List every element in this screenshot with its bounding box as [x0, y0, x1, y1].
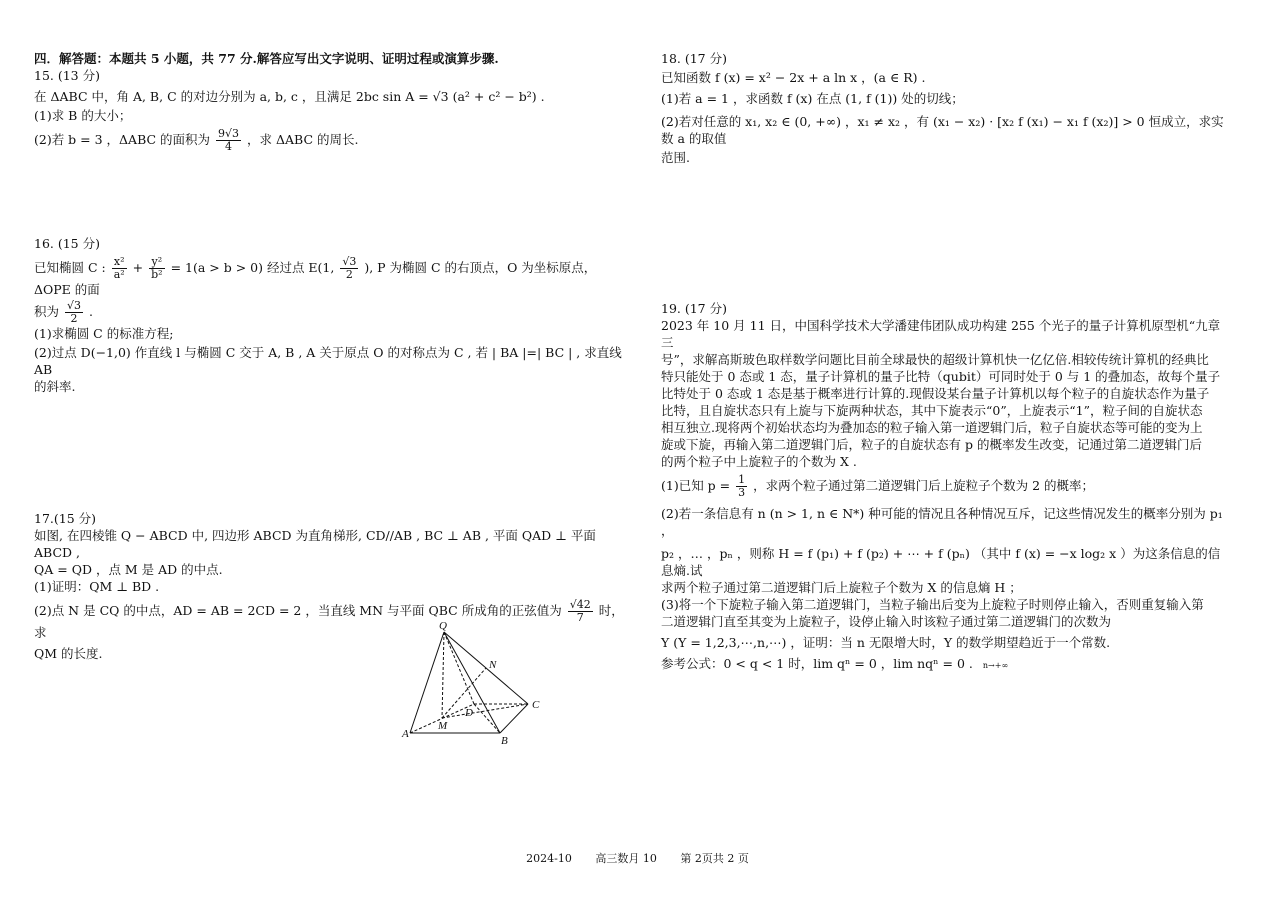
- q16-stem-c: ), P 为椭圆 C 的右顶点，O 为坐标原点，ΔOPE 的面: [34, 260, 597, 297]
- q16-stem-b: = 1(a > b > 0) 经过点 E(1,: [170, 260, 335, 275]
- q19-part2-line2: p₂ ，… ，pₙ ，则称 H = f (p₁) + f (p₂) + ⋯ + f (pₙ) （其中 f (x) = −x log₂ x ）为这条信息的信息熵.试: [661, 546, 1221, 578]
- q17-stem-b: QA = QD ，点 M 是 AD 的中点.: [34, 562, 223, 577]
- question-16: [34, 235, 624, 395]
- q16-part1: (1)求椭圆 C 的标准方程;: [34, 326, 174, 341]
- q17-sin-denominator: 7: [576, 611, 584, 624]
- q19-part3-line3: Y (Y = 1,2,3,⋯,n,⋯) ，证明：当 n 无限增大时，Y 的数学期望趋近于一个常数.: [661, 635, 1111, 650]
- q16-area-denominator: 2: [70, 312, 78, 325]
- q17-part2-text-a: (2)点 N 是 CQ 的中点，AD = AB = 2CD = 2 ，当直线 MN 与平面 QBC 所成角的正弦值为: [34, 603, 562, 618]
- q19-line-7: 的两个粒子中上旋粒子的个数为 X .: [661, 454, 857, 469]
- question-15: [34, 67, 624, 153]
- label-Q: Q: [439, 620, 447, 632]
- q17-stem-a: 如图, 在四棱锥 Q − ABCD 中, 四边形 ABCD 为直角梯形, CD//AB , BC ⊥ AB , 平面 QAD ⊥ 平面 ABCD ,: [34, 528, 596, 560]
- q19-line-0: 2023 年 10 月 11 日，中国科学技术大学潘建伟团队成功构建 255 个光子的量子计算机原型机“九章三: [661, 318, 1221, 350]
- q16-y-fraction: [149, 256, 164, 281]
- q19-part2-line3: 求两个粒子通过第二道逻辑门后上旋粒子个数为 X 的信息熵 H ；: [661, 580, 1022, 595]
- q16-x-denominator: a²: [113, 268, 125, 281]
- segment-DB: [474, 704, 500, 733]
- q16-e-fraction: [340, 256, 358, 281]
- q16-stem-line1: [34, 256, 624, 298]
- q15-area-fraction: [216, 128, 241, 153]
- q15-part2: [34, 128, 624, 153]
- q19-part3-line2: 二道逻辑门直至其变为上旋粒子，设停止输入时该粒子通过第二道逻辑门的次数为: [661, 614, 1112, 629]
- q19-p-numerator: 1: [738, 473, 746, 486]
- footer-date: 2024-10: [526, 852, 572, 865]
- q19-p-denominator: 3: [738, 486, 746, 499]
- q19-line-2: 特只能处于 0 态或 1 态，量子计算机的量子比特（qubit）可同时处于 0 与 1 的叠加态，故每个量子: [661, 369, 1221, 384]
- q16-stem-e: .: [89, 304, 93, 319]
- segment-QM: [442, 632, 444, 718]
- q19-line-5: 相互独立.现将两个初始状态均为叠加态的粒子输入第一道逻辑门后，粒子自旋状态等可能的变为上: [661, 420, 1203, 435]
- q19-reference: [661, 655, 1231, 674]
- q19-line-3: 比特处于 0 态或 1 态是基于概率进行计算的.现假设某台量子计算机以每个粒子的自旋状态作为量子: [661, 386, 1210, 401]
- label-M: M: [438, 720, 448, 732]
- q15-area-denominator: 4: [225, 140, 233, 153]
- q19-p-fraction: [736, 474, 747, 499]
- q16-x-fraction: [112, 256, 127, 281]
- q16-e-denominator: 2: [345, 268, 353, 281]
- section-title: 四．解答题：本题共 5 小题，共 77 分.解答应写出文字说明、证明过程或演算步骤.: [34, 51, 499, 66]
- page-footer: [0, 850, 1275, 866]
- question-18: [661, 50, 1231, 166]
- q17-part1: (1)证明：QM ⊥ BD .: [34, 579, 160, 594]
- pyramid-figure: [400, 618, 560, 748]
- q16-y-denominator: b²: [151, 268, 163, 281]
- q18-part2-cont: 范围.: [661, 150, 690, 165]
- q18-stem: 已知函数 f (x) = x² − 2x + a ln x ，(a ∈ R) .: [661, 70, 926, 85]
- q18-part2: (2)若对任意的 x₁, x₂ ∈ (0, +∞) ，x₁ ≠ x₂ ，有 (x₁ − x₂) · [x₂ f (x₁) − x₁ f (x₂)] > 0 恒成立，求实数 a 的取值: [661, 114, 1224, 146]
- q19-part1-text-b: ，求两个粒子通过第二道逻辑门后上旋粒子个数为 2 的概率；: [753, 478, 1095, 493]
- q19-header: 19. (17 分): [661, 301, 727, 316]
- q17-sin-fraction: [568, 599, 593, 624]
- q15-area-numerator: 9√3: [218, 127, 240, 140]
- q19-reference-limit-subscript: n→+∞: [982, 661, 1009, 670]
- label-A: A: [402, 728, 409, 740]
- label-B: B: [501, 735, 508, 747]
- q15-part1: (1)求 B 的大小；: [34, 108, 132, 123]
- q16-e-numerator: √3: [342, 255, 357, 268]
- q19-part2-line1: (2)若一条信息有 n (n > 1, n ∈ N*) 种可能的情况且各种情况互斥，记这些情况发生的概率分别为 p₁ ，: [661, 506, 1223, 538]
- edge-QD: [444, 632, 474, 704]
- q19-part1-text-a: (1)已知 p =: [661, 478, 731, 493]
- q16-y-numerator: y²: [149, 256, 164, 269]
- label-C: C: [532, 699, 540, 711]
- q19-line-1: 号”，求解高斯玻色取样数学问题比目前全球最快的超级计算机快一亿亿倍.相较传统计算机的经典比: [661, 352, 1209, 367]
- q16-stem-a: 已知椭圆 C :: [34, 260, 106, 275]
- q19-line-4: 比特，且自旋状态只有上旋与下旋两种状态，其中下旋表示“0”，上旋表示“1”，粒子间的自旋状态: [661, 403, 1203, 418]
- q16-part2: (2)过点 D(−1,0) 作直线 l 与椭圆 C 交于 A, B , A 关于原点 O 的对称点为 C , 若 | BA |=| BC | , 求直线 AB: [34, 345, 622, 377]
- q19-reference-text: 参考公式：0 < q < 1 时，lim qⁿ = 0 ，lim nqⁿ = 0 .: [661, 656, 973, 671]
- section-heading: [34, 50, 624, 67]
- question-19: [661, 300, 1231, 674]
- q16-area-numerator: √3: [67, 299, 82, 312]
- footer-exam: 高三数月 10: [595, 852, 657, 865]
- q16-header: 16. (15 分): [34, 236, 100, 251]
- q15-stem: 在 ΔABC 中，角 A, B, C 的对边分别为 a, b, c ，且满足 2bc sin A = √3 (a² + c² − b²) .: [34, 89, 545, 104]
- q15-header: 15. (13 分): [34, 68, 100, 83]
- q16-part2-cont: 的斜率.: [34, 379, 76, 394]
- q17-part2-cont: QM 的长度.: [34, 646, 103, 661]
- q16-stem-d: 积为: [34, 304, 60, 319]
- q18-header: 18. (17 分): [661, 51, 727, 66]
- label-D: D: [465, 707, 473, 719]
- q15-part2-text-b: ，求 ΔABC 的周长.: [247, 132, 359, 147]
- q19-part1: [661, 474, 1231, 499]
- q17-header: 17.(15 分): [34, 511, 97, 526]
- footer-page: 第 2页共 2 页: [680, 852, 749, 865]
- q17-part2-text-b: 时，求: [34, 603, 624, 640]
- segment-MN: [442, 668, 486, 718]
- q17-sin-numerator: √42: [569, 598, 591, 611]
- edge-QA: [410, 632, 444, 733]
- q19-part3-line1: (3)将一个下旋粒子输入第二道逻辑门，当粒子输出后变为上旋粒子时则停止输入，否则重复输入第: [661, 597, 1204, 612]
- label-N: N: [489, 659, 497, 671]
- q16-area-fraction: [65, 300, 83, 325]
- q16-plus: +: [132, 260, 144, 275]
- q15-part2-text-a: (2)若 b = 3 ，ΔABC 的面积为: [34, 132, 211, 147]
- q16-x-numerator: x²: [112, 256, 127, 269]
- q19-line-6: 旋或下旋，再输入第二道逻辑门后，粒子的自旋状态有 p 的概率发生改变，记通过第二道逻辑门后: [661, 437, 1202, 452]
- q16-stem-line2: [34, 300, 624, 325]
- q18-part1: (1)若 a = 1 ，求函数 f (x) 在点 (1, f (1)) 处的切线；: [661, 91, 964, 106]
